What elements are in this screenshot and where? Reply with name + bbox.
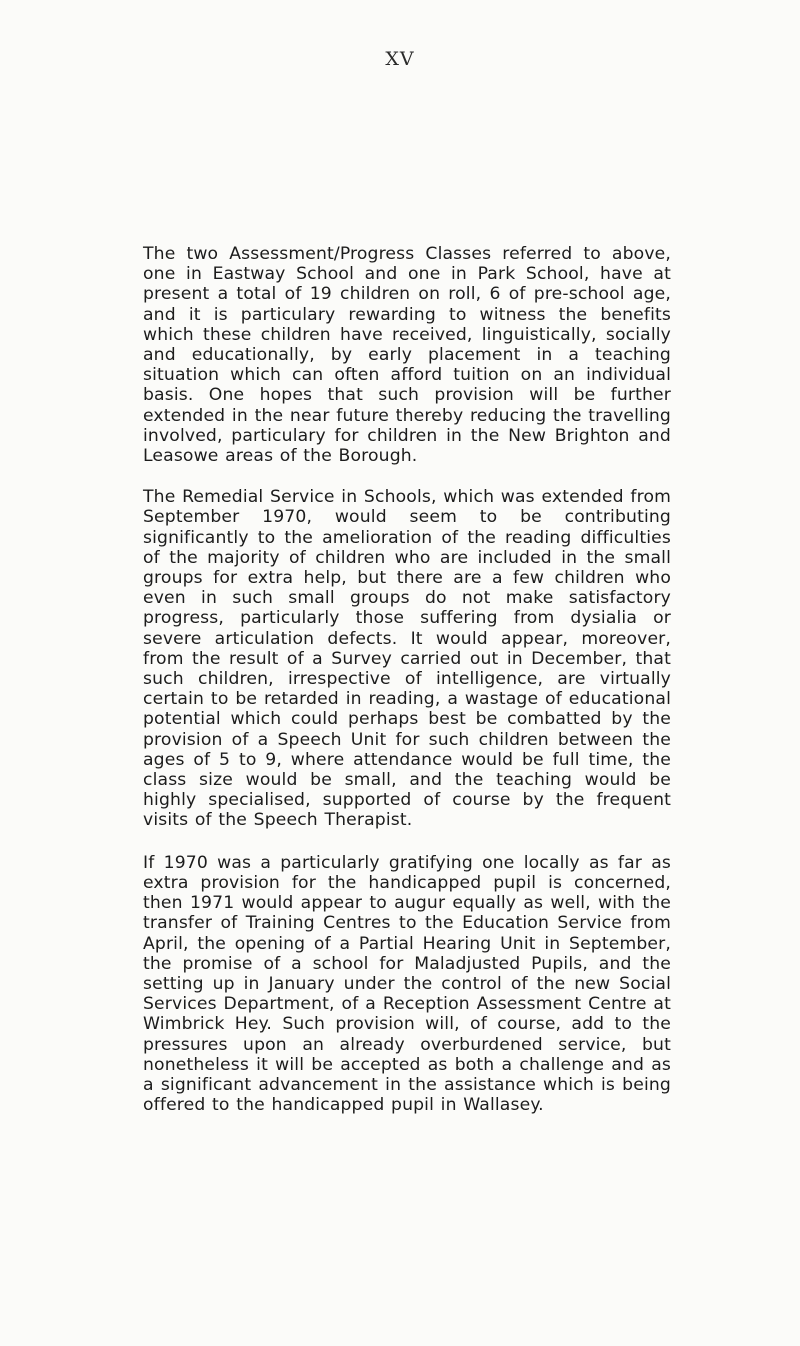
body-text <box>143 244 671 1136</box>
paragraph-provision-1971: If 1970 was a particularly gratifying one locally as far as extra provision for the handicapped pupil is concerned, then 1971 would appear to augur equally as well, with the transfer of Training Centres to the Education Service from April, the opening of a Partial Hearing Unit in September, the promise of a school for Maladjusted Pupils, and the setting up in January under the control of the new Social Services Department, of a Reception Assessment Centre at Wimbrick Hey. Such provision will, of course, add to the pressures upon an already overburdened service, but nonetheless it will be accepted as both a challenge and as a significant advancement in the assistance which is being offered to the handicapped pupil in Wallasey. <box>143 852 671 1116</box>
paragraph-assessment-classes: The two Assessment/Progress Classes referred to above, one in Eastway School and one in Park School, have at present a total of 19 children on roll, 6 of pre-school age, and it is particulary rewarding to witness the benefits which these children have received, linguistically, socially and educationally, by early placement in a teaching situation which can often afford tuition on an individual basis. One hopes that such provision will be further extended in the near future thereby reducing the travelling involved, particulary for children in the New Brighton and Leasowe areas of the Borough. <box>143 244 671 467</box>
page-number: XV <box>385 48 415 70</box>
paragraph-remedial-service: The Remedial Service in Schools, which was extended from September 1970, would seem to be contributing significantly to the amelioration of the reading difficulties of the majority of children who are included in the small groups for extra help, but there are a few children who even in such small groups do not make satisfactory progress, particularly those suffering from dysialia or severe articulation defects. It would appear, moreover, from the result of a Survey carried out in December, that such children, irrespective of intelligence, are virtually certain to be retarded in reading, a wastage of educational potential which could perhaps best be combatted by the provision of a Speech Unit for such children between the ages of 5 to 9, where attendance would be full time, the class size would be small, and the teaching would be highly specialised, supported of course by the frequent visits of the Speech Therapist. <box>143 487 671 831</box>
